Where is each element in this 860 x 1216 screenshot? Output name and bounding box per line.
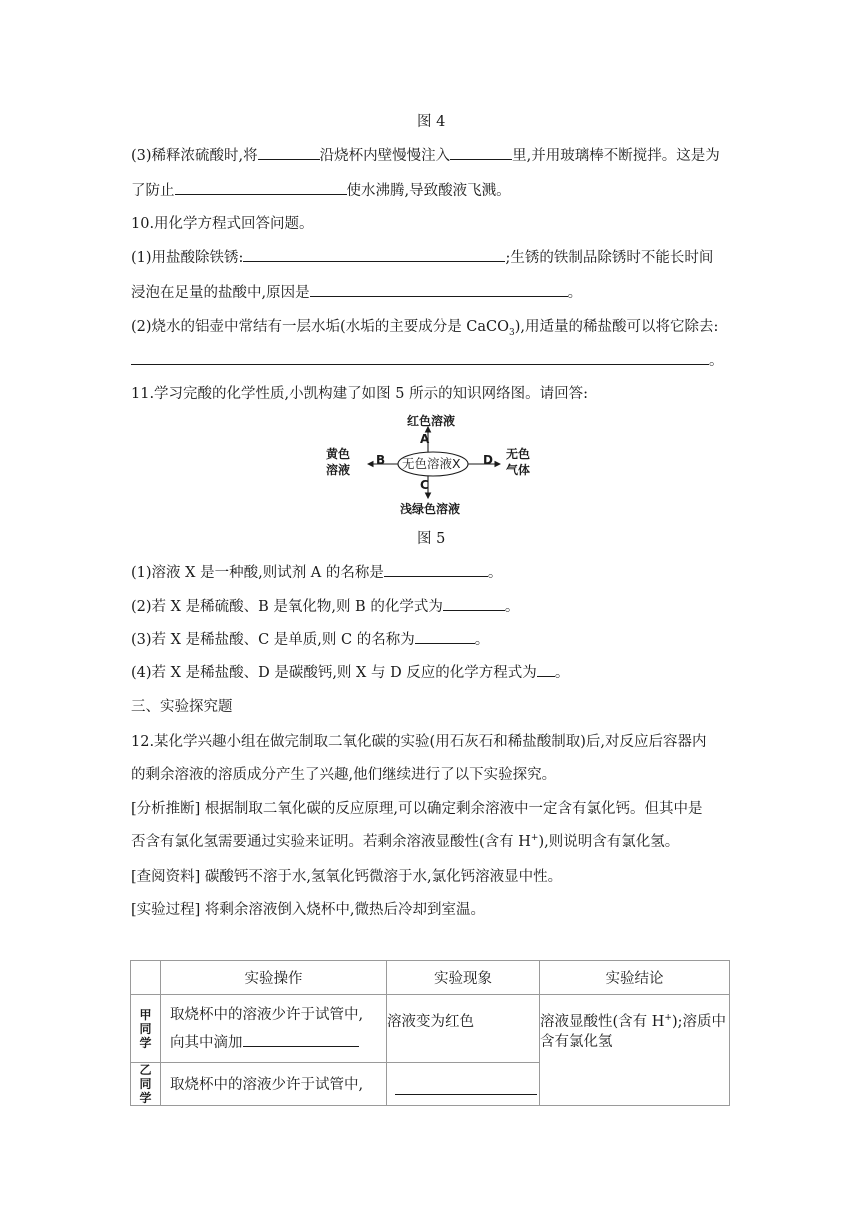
answer-blank[interactable] — [131, 350, 709, 365]
phenomenon-cell — [387, 1063, 540, 1106]
conclusion-line: 含有氯化氢 — [540, 1034, 613, 1050]
q11-sub1 — [131, 562, 502, 583]
q10-part1-line2 — [131, 282, 582, 303]
q9-part3-line1 — [131, 145, 720, 166]
operation-cell: 取烧杯中的溶液少许于试管中, — [161, 1063, 387, 1106]
left-result-label-1: 黄色 — [326, 447, 351, 461]
q11-4-end: 。 — [554, 665, 570, 681]
experiment-table — [130, 960, 730, 1106]
q9-3-text-a: (3)稀释浓硫酸时,将 — [131, 148, 258, 164]
q9-3-text-d: 了防止 — [131, 183, 175, 199]
q11-sub2 — [131, 596, 519, 617]
q12-lookup: [查阅资料] 碳酸钙不溶于水,氢氧化钙微溶于水,氯化钙溶液显中性。 — [131, 869, 563, 885]
knowledge-network-diagram — [320, 412, 550, 520]
operation-line: 向其中滴加 — [170, 1029, 386, 1057]
q10-1-text-b: ;生锈的铁制品除锈时不能长时间 — [505, 250, 714, 266]
q10-part2-line1 — [131, 317, 718, 337]
q12-analysis-line2 — [131, 832, 679, 852]
reagent-d-label: D — [483, 453, 493, 467]
q11-2-text: (2)若 X 是稀硫酸、B 是氧化物,则 B 的化学式为 — [131, 599, 443, 615]
table-header-cell: 实验结论 — [540, 961, 730, 995]
answer-blank[interactable] — [450, 145, 512, 160]
q12-process: [实验过程] 将剩余溶液倒入烧杯中,微热后冷却到室温。 — [131, 902, 486, 918]
q11-2-end: 。 — [504, 599, 520, 615]
superscript: + — [530, 833, 539, 844]
q11-1-end: 。 — [487, 565, 503, 581]
student-yi-label: 乙同学 — [131, 1063, 161, 1106]
answer-blank[interactable] — [384, 562, 488, 577]
q12-analysis-line1: [分析推断] 根据制取二氧化碳的反应原理,可以确定剩余溶液中一定含有氯化钙。但其中是 — [131, 801, 703, 817]
q11-4-text: (4)若 X 是稀盐酸、D 是碳酸钙,则 X 与 D 反应的化学方程式为 — [131, 665, 537, 681]
right-result-label-1: 无色 — [506, 447, 531, 461]
answer-blank[interactable] — [537, 662, 555, 677]
q11-1-text: (1)溶液 X 是一种酸,则试剂 A 的名称是 — [131, 565, 384, 581]
q10-2-text-a: (2)烧水的铝壶中常结有一层水垢(水垢的主要成分是 CaCO — [131, 319, 510, 335]
figure-5-caption: 图 5 — [417, 531, 446, 547]
q9-3-text-c: 里,并用玻璃棒不断搅拌。这是为 — [512, 148, 720, 164]
table-header-row — [131, 961, 730, 995]
table-header-cell: 实验操作 — [161, 961, 387, 995]
q10-2-text-c: 。 — [709, 353, 724, 369]
q9-3-text-e: 使水沸腾,导致酸液飞溅。 — [346, 183, 511, 199]
answer-blank[interactable] — [310, 282, 568, 297]
table-header-cell: 实验现象 — [387, 961, 540, 995]
q11-sub3 — [131, 629, 489, 650]
top-result-label: 红色溶液 — [407, 414, 456, 428]
q11-title: 11.学习完酸的化学性质,小凯构建了如图 5 所示的知识网络图。请回答: — [131, 386, 588, 402]
conclusion-cell — [540, 995, 730, 1106]
q11-3-text: (3)若 X 是稀盐酸、C 是单质,则 C 的名称为 — [131, 632, 415, 648]
q12-line1: 12.某化学兴趣小组在做完制取二氧化碳的实验(用石灰石和稀盐酸制取)后,对反应后容器内 — [131, 734, 707, 750]
reagent-b-label: B — [376, 453, 386, 467]
table-header-empty — [131, 961, 161, 995]
answer-blank[interactable] — [243, 1032, 359, 1047]
subscript: 3 — [509, 327, 515, 338]
q12-analysis-text-b: ),则说明含有氯化氢。 — [538, 834, 680, 850]
q11-sub4 — [131, 662, 569, 683]
left-result-label-2: 溶液 — [326, 463, 351, 477]
answer-blank[interactable] — [415, 629, 475, 644]
q10-1-text-c: 浸泡在足量的盐酸中,原因是 — [131, 285, 310, 301]
q9-3-text-b: 沿烧杯内壁慢慢注入 — [319, 148, 451, 164]
q10-title: 10.用化学方程式回答问题。 — [131, 216, 314, 232]
answer-blank[interactable] — [395, 1080, 537, 1095]
reagent-c-label: C — [420, 478, 429, 492]
table-row — [131, 995, 730, 1063]
conclusion-line: 溶液显酸性(含有 H+);溶质中 — [540, 1013, 727, 1030]
answer-blank[interactable] — [175, 180, 347, 195]
phenomenon-cell: 溶液变为红色 — [387, 995, 540, 1063]
answer-blank[interactable] — [243, 247, 505, 262]
reagent-a-label: A — [420, 432, 430, 446]
q12-line2: 的剩余溶液的溶质成分产生了兴趣,他们继续进行了以下实验探究。 — [131, 767, 557, 783]
q9-part3-line2 — [131, 180, 511, 201]
q11-3-end: 。 — [474, 632, 490, 648]
answer-blank[interactable] — [258, 145, 320, 160]
q10-part2-line2 — [131, 350, 724, 371]
q10-part1-line1 — [131, 247, 713, 268]
center-solution-label: 无色溶液X — [402, 456, 461, 471]
answer-blank[interactable] — [443, 596, 505, 611]
q10-2-text-b: ),用适量的稀盐酸可以将它除去: — [514, 319, 719, 335]
q10-1-text-d: 。 — [567, 285, 583, 301]
operation-cell — [161, 995, 387, 1063]
right-result-label-2: 气体 — [506, 463, 531, 477]
student-jia-label: 甲同学 — [131, 995, 161, 1063]
q10-1-text-a: (1)用盐酸除铁锈: — [131, 250, 244, 266]
figure-4-caption: 图 4 — [417, 114, 446, 130]
bottom-result-label: 浅绿色溶液 — [400, 502, 461, 516]
operation-line: 取烧杯中的溶液少许于试管中, — [170, 1007, 364, 1023]
q12-analysis-text-a: 否含有氯化氢需要通过实验来证明。若剩余溶液显酸性(含有 H — [131, 834, 531, 850]
section-3-title: 三、实验探究题 — [131, 699, 233, 715]
